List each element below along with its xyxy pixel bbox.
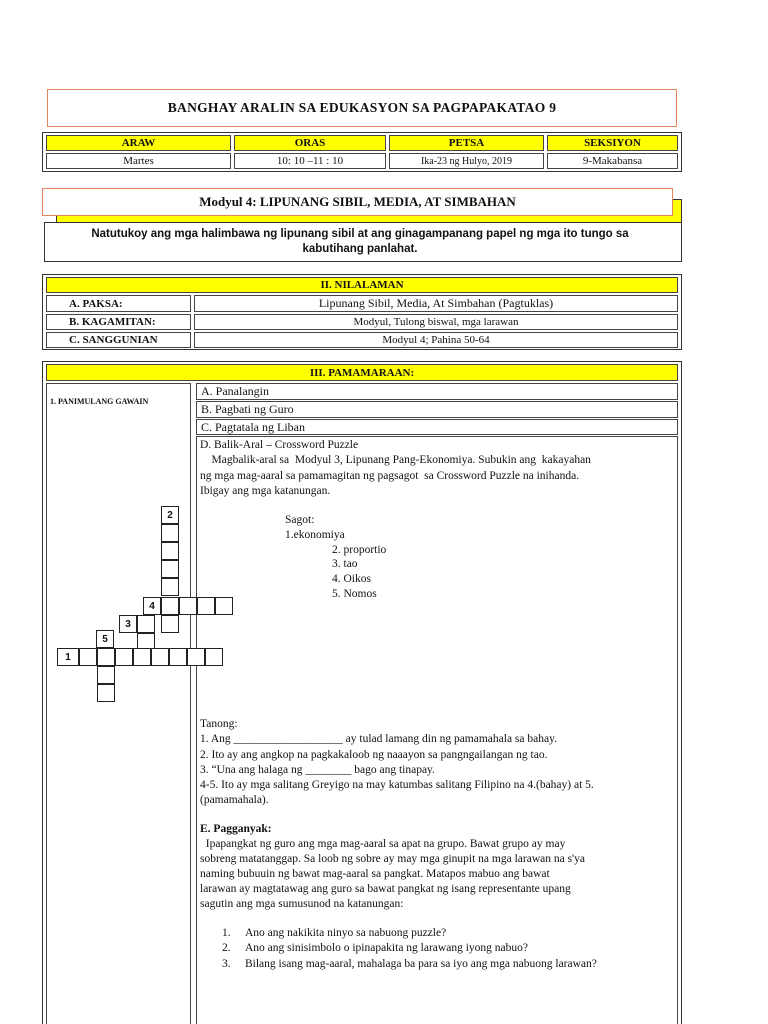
nilalaman-header: II. NILALAMAN (46, 277, 678, 293)
schedule-value-oras: 10: 10 –11 : 10 (234, 153, 386, 169)
pagganyak-line-3: naming bubuuin ng bawat mag-aaral sa pangkat. Matapos mabuo ang bawat (200, 868, 550, 880)
pamamaraan-header: III. PAMAMARAAN: (46, 364, 678, 381)
balik-aral-line-2: ng mga mag-aaral sa pamamagitan ng pagsagot sa Crossword Puzzle na inihanda. (200, 470, 580, 482)
sagot-item-2: 2. proportio (332, 544, 387, 556)
sagot-label: Sagot: (285, 514, 315, 526)
schedule-value-araw: Martes (46, 153, 231, 169)
pagganyak-line-5: sagutin ang mga sumusunod na katanungan: (200, 898, 404, 910)
question-number-2: 2. (222, 942, 231, 954)
item-panalangin: A. Panalangin (196, 383, 678, 400)
kagamitan-value: Modyul, Tulong biswal, mga larawan (194, 314, 678, 330)
crossword-number-1: 1 (57, 648, 79, 666)
sagot-item-5: 5. Nomos (332, 588, 377, 600)
module-title: Modyul 4: LIPUNANG SIBIL, MEDIA, AT SIMBAHAN (199, 194, 516, 209)
panimula-label: 1. PANIMULANG GAWAIN (50, 397, 149, 406)
balik-aral-line-1: Magbalik-aral sa Modyul 3, Lipunang Pang-Ekonomiya. Subukin ang kakayahan (200, 454, 591, 466)
item-pagbati: B. Pagbati ng Guro (196, 401, 678, 418)
question-2: Ano ang sinisimbolo o ipinapakita ng larawang iyong nabuo? (245, 942, 528, 954)
schedule-header-araw: ARAW (46, 135, 231, 151)
schedule-header-seksiyon: SEKSIYON (547, 135, 678, 151)
pagganyak-line-4: larawan ay magtatawag ang guro sa bawat pangkat ng isang representante upang (200, 883, 571, 895)
pagganyak-line-2: sobreng matatanggap. Sa loob ng sobre ay may mga ginupit na mga larawan na s'ya (200, 853, 585, 865)
question-1: Ano ang nakikita ninyo sa nabuong puzzle? (245, 927, 447, 939)
pagganyak-line-1: Ipapangkat ng guro ang mga mag-aaral sa apat na grupo. Bawat grupo ay may (200, 838, 566, 850)
item-pagtatala: C. Pagtatala ng Liban (196, 419, 678, 435)
paksa-value: Lipunang Sibil, Media, At Simbahan (Pagtuklas) (194, 295, 678, 312)
schedule-value-seksiyon: 9-Makabansa (547, 153, 678, 169)
page-title: BANGHAY ARALIN SA EDUKASYON SA PAGPAPAKATAO 9 (167, 100, 557, 115)
crossword-number-4: 4 (143, 597, 161, 615)
schedule-header-petsa: PETSA (389, 135, 544, 151)
sanggunian-label: C. SANGGUNIAN (46, 332, 191, 348)
tanong-label: Tanong: (200, 718, 238, 730)
pagganyak-title: E. Pagganyak: (200, 823, 272, 835)
question-3: Bilang isang mag-aaral, mahalaga ba para sa iyo ang mga nabuong larawan? (245, 958, 597, 970)
kagamitan-label: B. KAGAMITAN: (46, 314, 191, 330)
sagot-item-1: 1.ekonomiya (285, 529, 345, 541)
balik-aral-line-3: Ibigay ang mga katanungan. (200, 485, 331, 497)
tanong-line-5: (pamamahala). (200, 794, 269, 806)
paksa-label: A. PAKSA: (46, 295, 191, 312)
objective-text: Natutukoy ang mga halimbawa ng lipunang sibil at ang ginagampanang papel ng mga ito tungo sa kabutihang panlahat. (91, 228, 629, 255)
tanong-line-4: 4-5. Ito ay mga salitang Greyigo na may katumbas salitang Filipino na 4.(bahay) at 5. (200, 779, 594, 791)
question-number-3: 3. (222, 958, 231, 970)
panimula-cell (46, 383, 191, 1024)
title-box (47, 89, 677, 127)
tanong-line-1: 1. Ang ___________________ ay tulad lamang din ng pamamahala sa bahay. (200, 733, 557, 745)
crossword-number-3: 3 (119, 615, 137, 633)
schedule-value-petsa: Ika-23 ng Hulyo, 2019 (389, 153, 544, 169)
balik-aral-title: D. Balik-Aral – Crossword Puzzle (200, 439, 359, 451)
crossword-number-2: 2 (161, 506, 179, 524)
tanong-line-3: 3. “Una ang halaga ng ________ bago ang tinapay. (200, 764, 435, 776)
tanong-line-2: 2. Ito ay ang angkop na pagkakaloob ng naaayon sa pangngailangan ng tao. (200, 749, 548, 761)
question-number-1: 1. (222, 927, 231, 939)
sagot-item-4: 4. Oikos (332, 573, 371, 585)
crossword-number-5: 5 (96, 630, 114, 648)
sagot-item-3: 3. tao (332, 558, 358, 570)
sanggunian-value: Modyul 4; Pahina 50-64 (194, 332, 678, 348)
module-title-box (42, 188, 673, 216)
schedule-header-oras: ORAS (234, 135, 386, 151)
